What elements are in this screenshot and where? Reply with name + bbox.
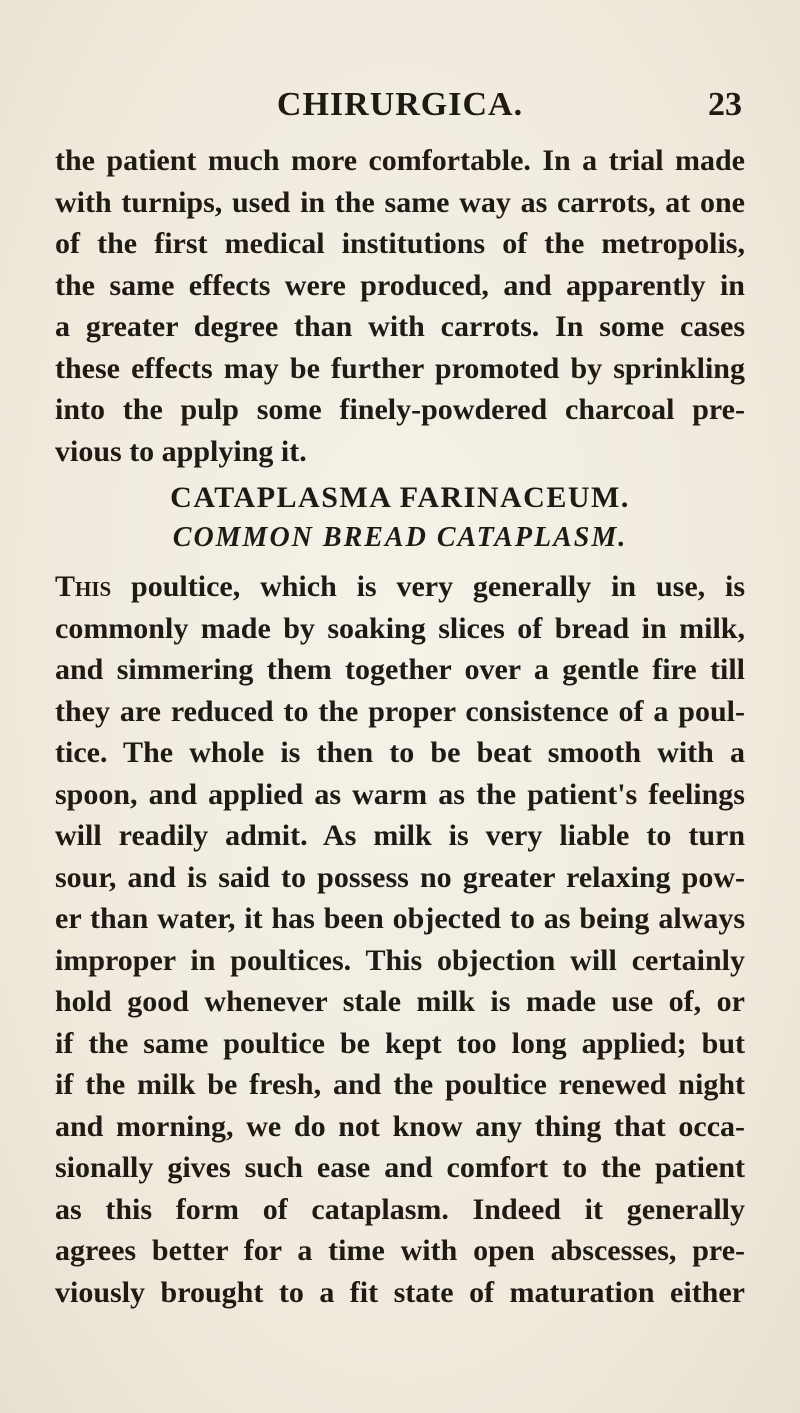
text-line: they are reduced to the proper consistence of a poul- bbox=[55, 694, 745, 728]
text-line: sionally gives such ease and comfort to the patient bbox=[55, 1151, 745, 1184]
text-line: a greater degree than with carrots. In some cases bbox=[55, 310, 745, 343]
running-head bbox=[0, 86, 800, 130]
text-line-first bbox=[55, 566, 745, 608]
paragraph-1 bbox=[55, 140, 745, 472]
text-line: er than water, it has been objected to as being always bbox=[55, 902, 745, 935]
text-line: if the milk be fresh, and the poultice renewed night bbox=[55, 1068, 745, 1101]
running-title: CHIRURGICA. bbox=[276, 86, 524, 123]
text-line: commonly made by soaking slices of bread in milk, bbox=[55, 611, 745, 645]
text-line: into the pulp some finely-powdered charcoal pre- bbox=[55, 393, 745, 426]
text-line: these effects may be further promoted by sprinkling bbox=[55, 351, 745, 385]
section-heading: CATAPLASMA FARINACEUM. bbox=[170, 481, 630, 514]
text-line: viously brought to a fit state of maturation either bbox=[55, 1275, 745, 1309]
text-line: will readily admit. As milk is very liable to turn bbox=[55, 819, 745, 852]
text-line: vious to applying it. bbox=[55, 434, 307, 468]
text-line: agrees better for a time with open abscesses, pre- bbox=[55, 1234, 745, 1267]
text-line: hold good whenever stale milk is made use of, or bbox=[55, 985, 745, 1018]
text-line: with turnips, used in the same way as carrots, at one bbox=[55, 185, 745, 219]
text-line: the same effects were produced, and apparently in bbox=[55, 268, 745, 302]
first-line-rest: poultice, which is very generally in use, is bbox=[111, 570, 745, 603]
text-line: and simmering them together over a gentle fire till bbox=[55, 653, 745, 686]
text-line: sour, and is said to possess no greater relaxing pow- bbox=[55, 860, 745, 894]
paragraph-2 bbox=[55, 566, 745, 1313]
text-line: improper in poultices. This objection will certainly bbox=[55, 943, 745, 977]
drop-word: This bbox=[55, 570, 112, 603]
text-line: if the same poultice be kept too long applied; but bbox=[55, 1026, 745, 1060]
section-subheading: COMMON BREAD CATAPLASM. bbox=[172, 522, 628, 553]
text-line: spoon, and applied as warm as the patient's feelings bbox=[55, 777, 745, 811]
text-line: tice. The whole is then to be beat smooth with a bbox=[55, 736, 745, 769]
page-number: 23 bbox=[708, 86, 742, 123]
text-line: and morning, we do not know any thing that occa- bbox=[55, 1109, 745, 1143]
text-line: as this form of cataplasm. Indeed it generally bbox=[55, 1192, 745, 1226]
text-line: of the first medical institutions of the metropolis, bbox=[55, 227, 745, 260]
text-line: the patient much more comfortable. In a trial made bbox=[55, 144, 745, 177]
